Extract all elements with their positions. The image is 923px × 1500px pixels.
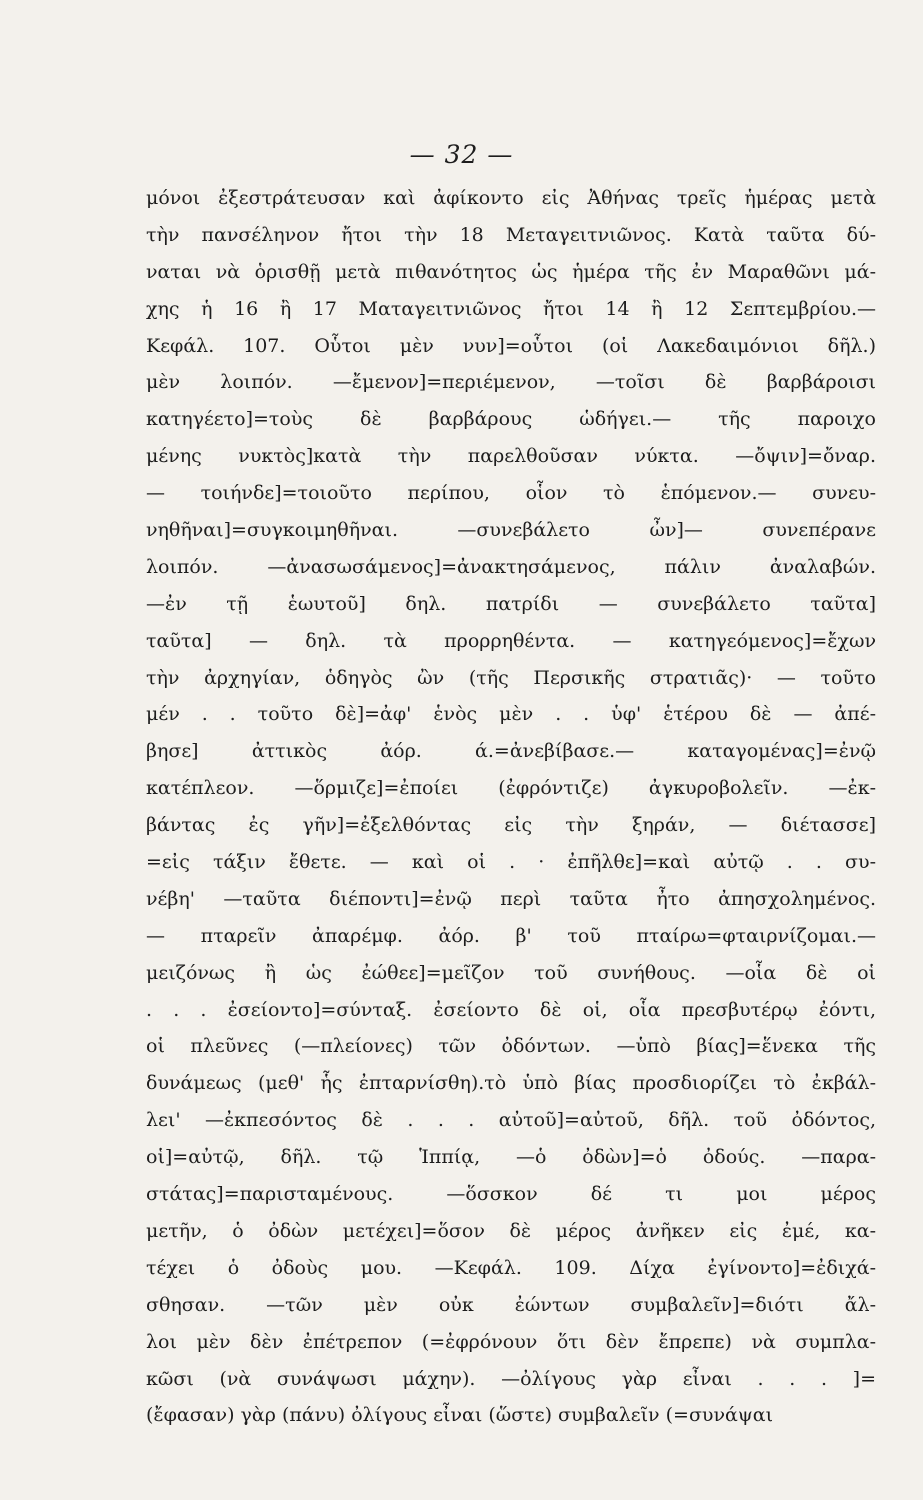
text-line: στάτας]=παρισταμένους. —ὅσσκον δέ τι μοι μέρος [146, 1183, 876, 1206]
text-line: (ἔφασαν) γὰρ (πάνυ) ὀλίγους εἶναι (ὥστε) συμβαλεῖν (=συνάψαι [146, 1404, 774, 1427]
text-line: τέχει ὁ ὀδοὺς μου. —Κεφάλ. 109. Δίχα ἐγίνοντο]=ἐδιχά- [146, 1256, 876, 1279]
text-line: μὲν λοιπόν. —ἔμενον]=περιέμενον, —τοῖσι δὲ βαρβάροισι [146, 371, 876, 394]
text-line: λοι μὲν δὲν ἐπέτρεπον (=ἐφρόνουν ὅτι δὲν ἔπρεπε) νὰ συμπλα- [146, 1330, 876, 1353]
text-line: μετῆν, ὁ ὀδὼν μετέχει]=ὅσον δὲ μέρος ἀνῆκεν εἰς ἐμέ, κα- [146, 1219, 876, 1242]
text-line: νέβη' —ταῦτα διέποντι]=ἐνῷ περὶ ταῦτα ἦτο ἀπησχολημένος. [146, 887, 876, 910]
text-line: χης ἡ 16 ἢ 17 Ματαγειτνιῶνος ἤτοι 14 ἢ 12 Σεπτεμβρίου.— [146, 297, 876, 320]
page-number: — 32 — [409, 140, 514, 169]
text-line: λοιπόν. —ἀνασωσάμενος]=ἀνακτησάμενος, πάλιν ἀναλαβών. [146, 555, 876, 578]
text-line: τὴν ἀρχηγίαν, ὁδηγὸς ὢν (τῆς Περσικῆς στρατιᾶς)· — τοῦτο [146, 666, 876, 689]
text-line: —ἐν τῇ ἑωυτοῦ] δηλ. πατρίδι — συνεβάλετο ταῦτα] [146, 592, 876, 615]
text-line: τὴν πανσέληνον ἤτοι τὴν 18 Μεταγειτνιῶνος. Κατὰ ταῦτα δύ- [146, 223, 876, 246]
text-line: ναται νὰ ὁρισθῇ μετὰ πιθανότητος ὡς ἡμέρα τῆς ἐν Μαραθῶνι μά- [146, 260, 876, 283]
body-text [146, 180, 876, 1434]
text-line: μέν . . τοῦτο δὲ]=ἀφ' ἑνὸς μὲν . . ὑφ' ἑτέρου δὲ — ἀπέ- [146, 703, 876, 726]
text-line: λει' —ἐκπεσόντος δὲ . . . αὐτοῦ]=αὐτοῦ, δῆλ. τοῦ ὀδόντος, [146, 1109, 876, 1132]
text-line: βησε] ἀττικὸς ἀόρ. ά.=ἀνεβίβασε.— καταγομένας]=ἐνῷ [146, 740, 876, 763]
text-line: =εἰς τάξιν ἔθετε. — καὶ οἱ . · ἐπῆλθε]=καὶ αὐτῷ . . συ- [146, 851, 876, 874]
text-line: κατέπλεον. —ὅρμιζε]=ἐποίει (ἐφρόντιζε) ἀγκυροβολεῖν. —ἐκ- [146, 777, 876, 800]
text-line: μειζόνως ἢ ὡς ἐώθεε]=μεῖζον τοῦ συνήθους. —οἷα δὲ οἱ [146, 961, 876, 984]
text-line: οἱ]=αὐτῷ, δῆλ. τῷ Ἱππίᾳ, —ὁ ὀδὼν]=ὁ ὀδούς. —παρα- [146, 1146, 876, 1169]
text-line: — πταρεῖν ἀπαρέμφ. ἀόρ. β' τοῦ πταίρω=φταιρνίζομαι.— [146, 924, 876, 947]
text-line: Κεφάλ. 107. Οὗτοι μὲν νυν]=οὗτοι (οἱ Λακεδαιμόνιοι δῆλ.) [146, 334, 876, 357]
text-line: μένης νυκτὸς]κατὰ τὴν παρελθοῦσαν νύκτα. —ὄψιν]=ὄναρ. [146, 445, 876, 468]
text-line: — τοιήνδε]=τοιοῦτο περίπου, οἷον τὸ ἑπόμενον.— συνευ- [146, 482, 876, 505]
text-line: οἱ πλεῦνες (—πλείονες) τῶν ὀδόντων. —ὑπὸ βίας]=ἕνεκα τῆς [146, 1035, 876, 1058]
text-line: νηθῆναι]=συγκοιμηθῆναι. —συνεβάλετο ὦν]— συνεπέρανε [146, 519, 876, 542]
text-line: δυνάμεως (μεθ' ἧς ἐπταρνίσθη).τὸ ὑπὸ βίας προσδιορίζει τὸ ἐκβάλ- [146, 1072, 876, 1095]
text-line: . . . ἐσείοντο]=σύνταξ. ἐσείοντο δὲ οἱ, οἷα πρεσβυτέρῳ ἐόντι, [146, 998, 876, 1021]
text-line: μόνοι ἐξεστράτευσαν καὶ ἀφίκοντο εἰς Ἀθήνας τρεῖς ἡμέρας μετὰ [146, 187, 876, 209]
text-line: κατηγέετο]=τοὺς δὲ βαρβάρους ὡδήγει.— τῆς παροιχο [146, 408, 876, 431]
text-line: βάντας ἐς γῆν]=ἐξελθόντας εἰς τὴν ξηράν, — διέτασσε] [146, 814, 876, 837]
text-line: κῶσι (νὰ συνάψωσι μάχην). —ὀλίγους γὰρ εἶναι . . . ]= [146, 1367, 876, 1390]
text-line: σθησαν. —τῶν μὲν οὐκ ἐώντων συμβαλεῖν]=διότι ἄλ- [146, 1293, 876, 1316]
text-line: ταῦτα] — δηλ. τὰ προρρηθέντα. — κατηγεόμενος]=ἔχων [146, 629, 876, 652]
